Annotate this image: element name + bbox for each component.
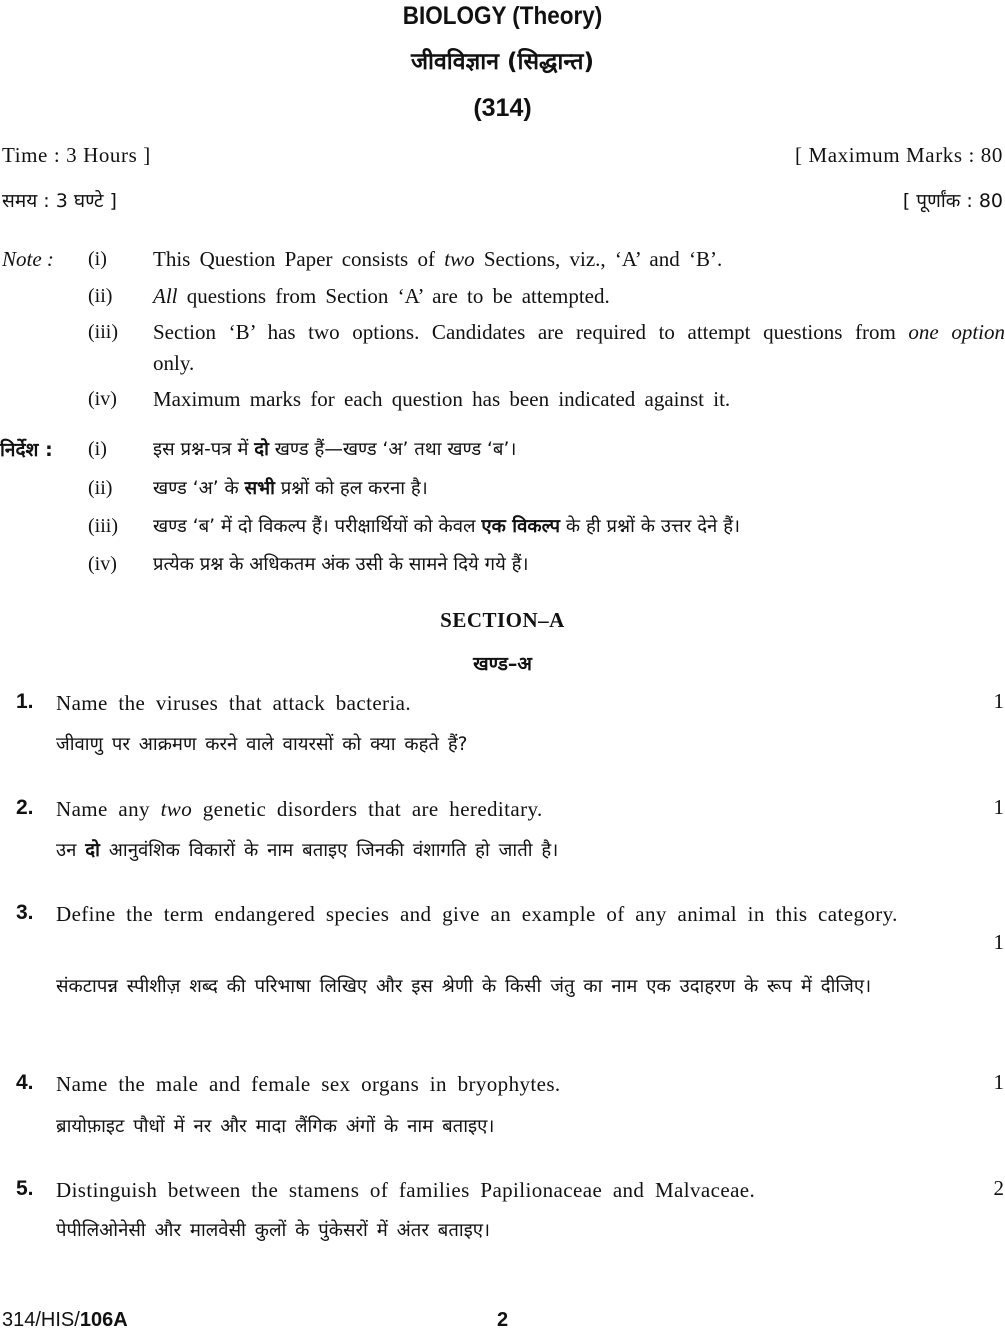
question-marks: 1 [993, 1070, 1004, 1094]
note-item-hindi: प्रत्येक प्रश्न के अधिकतम अंक उसी के सामने दिये गये हैं। [153, 554, 529, 575]
question-text-english: Define the term endangered species and give an example of any animal in this category. [56, 902, 898, 926]
question-number: 3. [16, 901, 34, 924]
question-text-hindi: ब्रायोफ़ाइट पौधों में नर और मादा लैंगिक अंगों के नाम बताइए। [56, 1116, 495, 1137]
question-marks: 1 [993, 689, 1004, 713]
question-text-english: Name the male and female sex organs in bryophytes. [56, 1072, 561, 1096]
note-item-hindi: खण्ड ‘ब’ में दो विकल्प हैं। परीक्षार्थियों को केवल एक विकल्प के ही प्रश्नों के उत्तर देने हैं। [153, 516, 741, 537]
question-marks: 1 [993, 930, 1004, 954]
question-text-english: Name the viruses that attack bacteria. [56, 691, 412, 715]
time-english: Time : 3 Hours ] [2, 143, 151, 167]
subject-code: (314) [473, 94, 532, 122]
question-marks: 1 [993, 795, 1004, 819]
note-item-hindi: खण्ड ‘अ’ के सभी प्रश्नों को हल करना है। [153, 478, 428, 499]
note-numeral: (iv) [88, 388, 117, 410]
section-title-hindi: खण्ड–अ [473, 653, 532, 675]
note-numeral: (iv) [88, 553, 117, 575]
question-text-english: Distinguish between the stamens of families Papilionaceae and Malvaceae. [56, 1178, 756, 1202]
note-numeral: (i) [88, 248, 107, 270]
question-number: 5. [16, 1177, 34, 1200]
max-marks-english: [ Maximum Marks : 80 [795, 143, 1003, 167]
question-number: 4. [16, 1071, 34, 1094]
question-text-hindi: पेपीलिओनेसी और मालवेसी कुलों के पुंकेसरों में अंतर बताइए। [56, 1220, 491, 1241]
note-item: Section ‘B’ has two options. Candidates are required to attempt questions from one option only. [153, 320, 1005, 375]
note-label: Note : [2, 247, 54, 271]
paper-title-hindi: जीवविज्ञान (सिद्धान्त) [410, 49, 595, 75]
note-item: Maximum marks for each question has been indicated against it. [153, 387, 731, 411]
section-title-english: SECTION–A [440, 608, 565, 632]
note-numeral: (i) [88, 438, 107, 460]
paper-code-footer: 314/HIS/106A [2, 1309, 128, 1331]
note-numeral: (iii) [88, 515, 118, 537]
note-numeral: (ii) [88, 477, 113, 499]
question-text-hindi: जीवाणु पर आक्रमण करने वाले वायरसों को क्या कहते हैं? [56, 734, 468, 755]
time-hindi: समय : 3 घण्टे ] [2, 190, 117, 212]
page-number: 2 [496, 1309, 509, 1331]
question-text-english: Name any two genetic disorders that are hereditary. [56, 797, 543, 821]
question-text-hindi: संकटापन्न स्पीशीज़ शब्द की परिभाषा लिखिए और इस श्रेणी के किसी जंतु का नाम एक उदाहरण के रूप में दीजिए। [56, 976, 872, 997]
max-marks-hindi: [ पूर्णांक : 80 [902, 190, 1003, 212]
note-numeral: (ii) [88, 285, 113, 307]
note-item: This Question Paper consists of two Sections, viz., ‘A’ and ‘B’. [153, 247, 723, 271]
note-label-hindi: निर्देश : [0, 439, 53, 461]
note-numeral: (iii) [88, 321, 118, 343]
question-text-hindi: उन दो आनुवंशिक विकारों के नाम बताइए जिनकी वंशागति हो जाती है। [56, 840, 559, 861]
question-number: 1. [16, 690, 34, 713]
note-item: All questions from Section ‘A’ are to be attempted. [153, 284, 610, 308]
note-item-hindi: इस प्रश्न-पत्र में दो खण्ड हैं—खण्ड ‘अ’ तथा खण्ड ‘ब’। [153, 439, 517, 460]
question-marks: 2 [993, 1176, 1004, 1200]
question-number: 2. [16, 796, 34, 819]
paper-title-english: BIOLOGY (Theory) [402, 2, 603, 30]
